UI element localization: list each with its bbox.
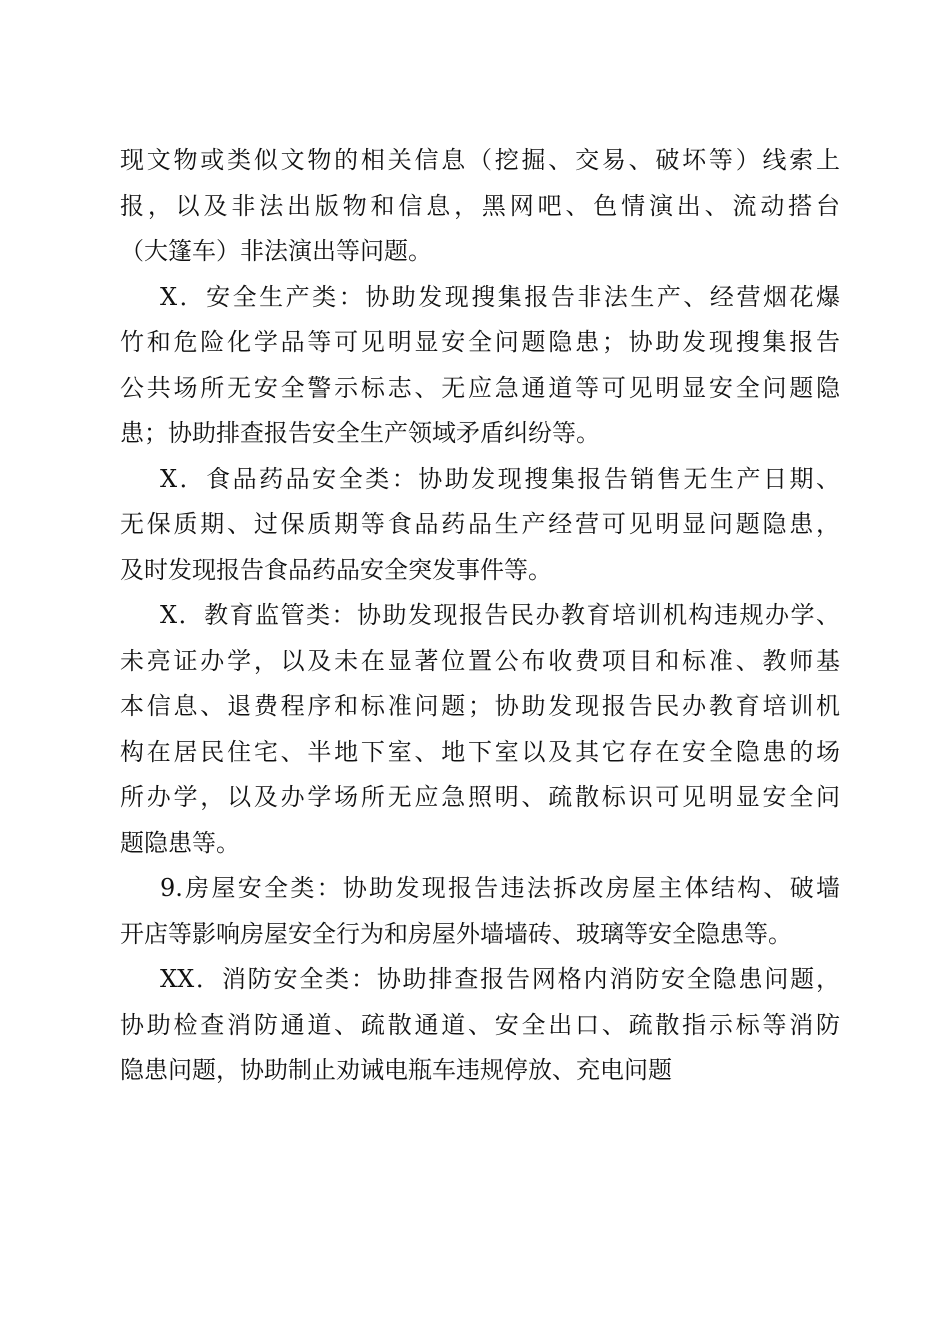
text-line: 隐患问题，协助制止劝诫电瓶车违规停放、充电问题: [120, 1056, 672, 1084]
text-line: 及时发现报告食品药品安全突发事件等。: [120, 555, 552, 584]
text-line: 协助检查消防通道、疏散通道、安全出口、疏散指示标等消防: [120, 1010, 840, 1039]
text-line: 未亮证办学，以及未在显著位置公布收费项目和标准、教师基: [120, 646, 840, 675]
document-body: [120, 138, 840, 1094]
text-line: 公共场所无安全警示标志、无应急通道等可见明显安全问题隐: [120, 373, 840, 402]
text-line: X．教育监管类：协助发现报告民办教育培训机构违规办学、: [160, 601, 840, 629]
text-line: 题隐患等。: [120, 828, 240, 857]
text-line: （大篷车）非法演出等问题。: [120, 237, 432, 265]
text-line: X．安全生产类：协助发现搜集报告非法生产、经营烟花爆: [160, 282, 840, 311]
text-line: 所办学，以及办学场所无应急照明、疏散标识可见明显安全问: [120, 783, 840, 811]
text-line: 无保质期、过保质期等食品药品生产经营可见明显问题隐患，: [120, 510, 840, 538]
text-line: 患；协助排查报告安全生产领域矛盾纠纷等。: [120, 419, 600, 447]
text-line: 9.房屋安全类：协助发现报告违法拆改房屋主体结构、破墙: [160, 874, 840, 902]
text-line: 现文物或类似文物的相关信息（挖掘、交易、破坏等）线索上: [120, 146, 840, 174]
text-line: 竹和危险化学品等可见明显安全问题隐患；协助发现搜集报告: [120, 328, 840, 356]
text-line: 开店等影响房屋安全行为和房屋外墙墙砖、玻璃等安全隐患等。: [120, 919, 792, 948]
text-line: 本信息、退费程序和标准问题；协助发现报告民办教育培训机: [120, 692, 840, 720]
text-line: XX．消防安全类：协助排查报告网格内消防安全隐患问题，: [160, 965, 840, 993]
text-line: X．食品药品安全类：协助发现搜集报告销售无生产日期、: [160, 464, 840, 493]
text-line: 构在居民住宅、半地下室、地下室以及其它存在安全隐患的场: [120, 737, 840, 766]
text-line: 报，以及非法出版物和信息，黑网吧、色情演出、流动搭台: [120, 191, 840, 220]
